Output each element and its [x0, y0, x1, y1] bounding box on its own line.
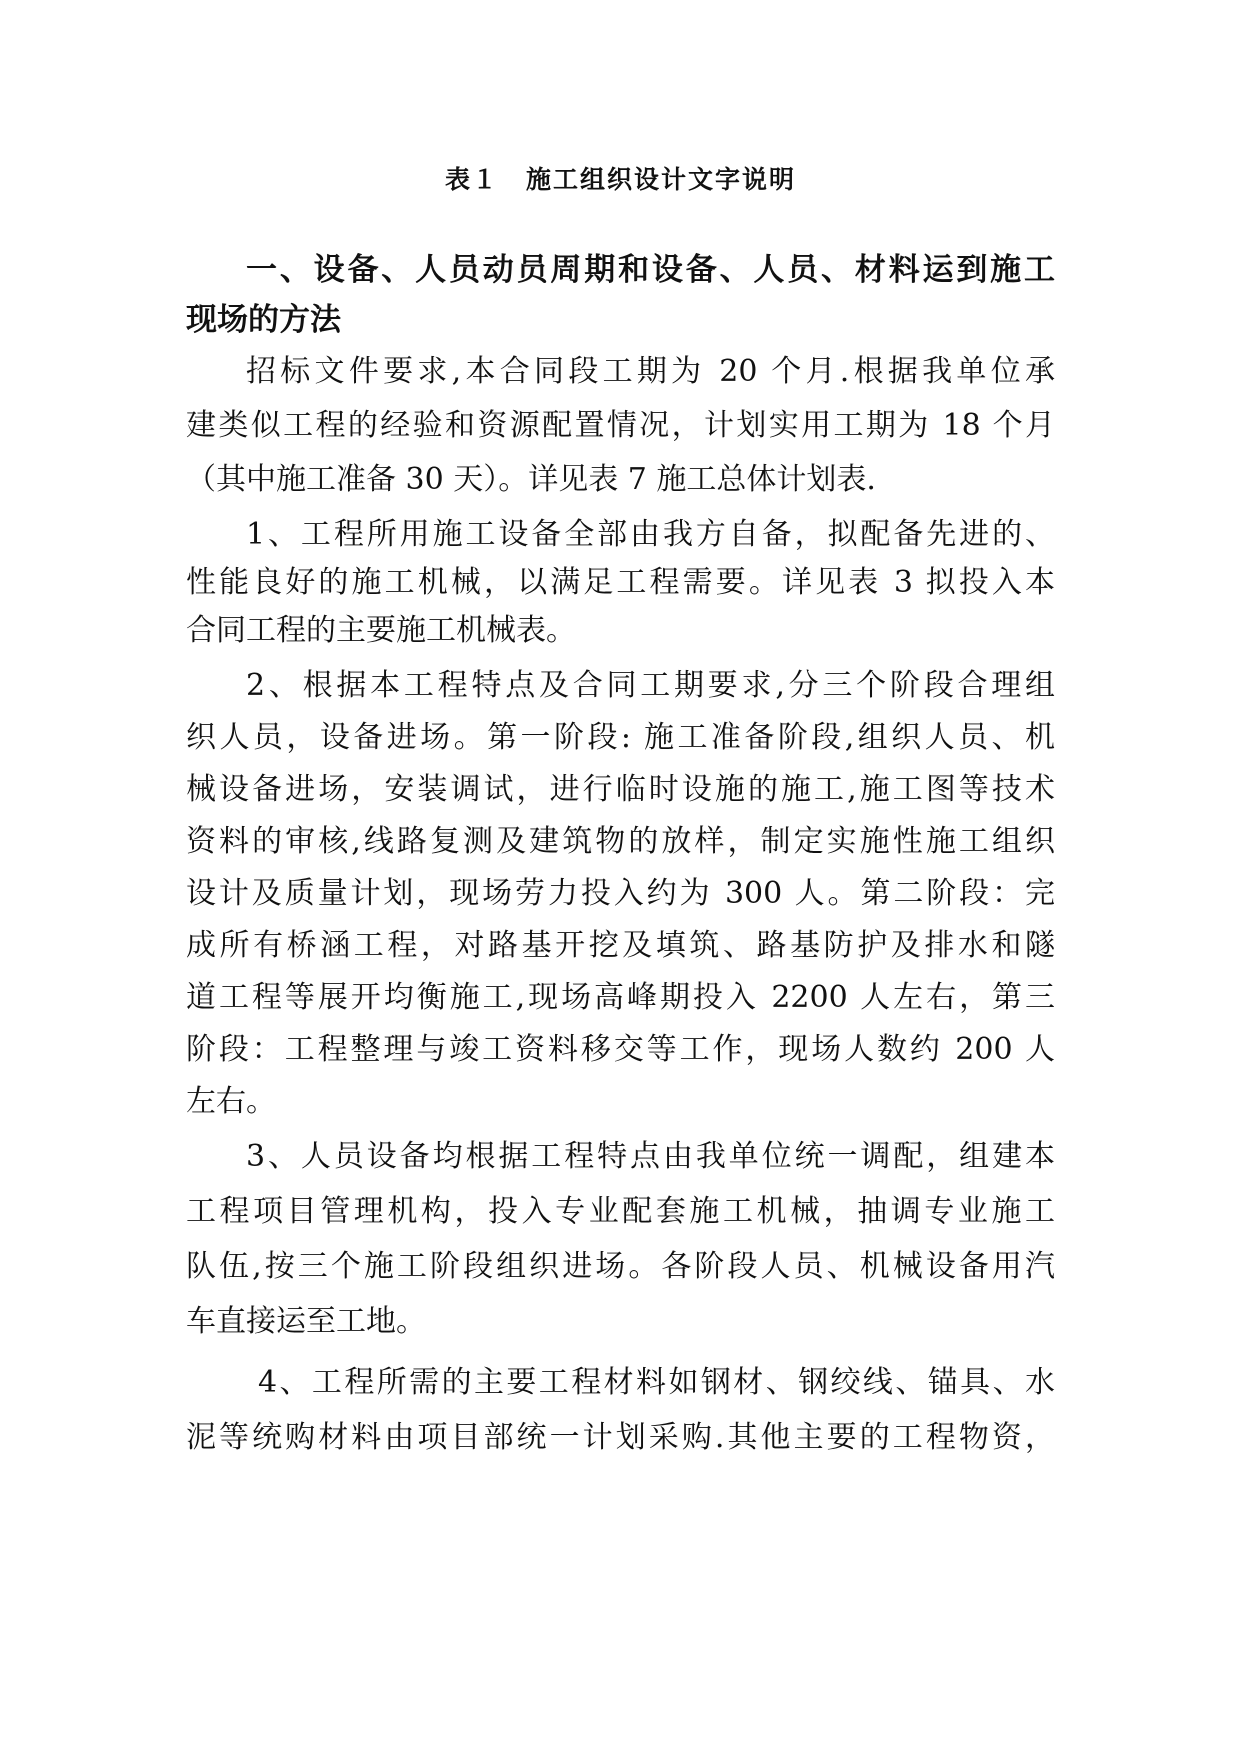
section-heading-line: 现场的方法	[186, 302, 341, 338]
paragraph-line: 设计及质量计划，现场劳力投入约为 300 人。第二阶段：完	[186, 876, 1055, 911]
paragraph-line: 性能良好的施工机械，以满足工程需要。详见表 3 拟投入本	[186, 565, 1055, 600]
paragraph-line: 织人员，设备进场。第一阶段: 施工准备阶段,组织人员、机	[186, 720, 1055, 755]
paragraph-line: 阶段：工程整理与竣工资料移交等工作，现场人数约 200 人	[186, 1032, 1055, 1067]
paragraph-line: 道工程等展开均衡施工,现场高峰期投入 2200 人左右，第三	[186, 980, 1055, 1015]
paragraph-line: 泥等统购材料由项目部统一计划采购.其他主要的工程物资，	[186, 1420, 1055, 1455]
document-title: 表１ 施工组织设计文字说明	[444, 165, 796, 194]
paragraph-line: 3、人员设备均根据工程特点由我单位统一调配，组建本	[246, 1139, 1055, 1174]
paragraph-line: 队伍,按三个施工阶段组织进场。各阶段人员、机械设备用汽	[186, 1249, 1055, 1284]
paragraph-line: 4、工程所需的主要工程材料如钢材、钢绞线、锚具、水	[258, 1365, 1055, 1400]
section-heading-line: 一、设备、人员动员周期和设备、人员、材料运到施工	[246, 252, 1055, 288]
paragraph-line: 合同工程的主要施工机械表。	[186, 613, 576, 648]
paragraph-line: 1、工程所用施工设备全部由我方自备，拟配备先进的、	[246, 517, 1055, 552]
paragraph-line: 成所有桥涵工程，对路基开挖及填筑、路基防护及排水和隧	[186, 928, 1055, 963]
paragraph-line: 招标文件要求,本合同段工期为 20 个月.根据我单位承	[246, 354, 1055, 389]
paragraph-line: 工程项目管理机构，投入专业配套施工机械，抽调专业施工	[186, 1194, 1055, 1229]
paragraph-line: 建类似工程的经验和资源配置情况，计划实用工期为 18 个月	[186, 408, 1055, 443]
paragraph-line: 车直接运至工地。	[186, 1304, 426, 1339]
paragraph-line: 左右。	[186, 1084, 276, 1119]
paragraph-line: 资料的审核,线路复测及建筑物的放样，制定实施性施工组织	[186, 824, 1055, 859]
paragraph-line: 械设备进场，安装调试，进行临时设施的施工,施工图等技术	[186, 772, 1055, 807]
paragraph-line: （其中施工准备 30 天）。详见表 7 施工总体计划表.	[186, 462, 876, 497]
paragraph-line: 2、根据本工程特点及合同工期要求,分三个阶段合理组	[246, 668, 1055, 703]
